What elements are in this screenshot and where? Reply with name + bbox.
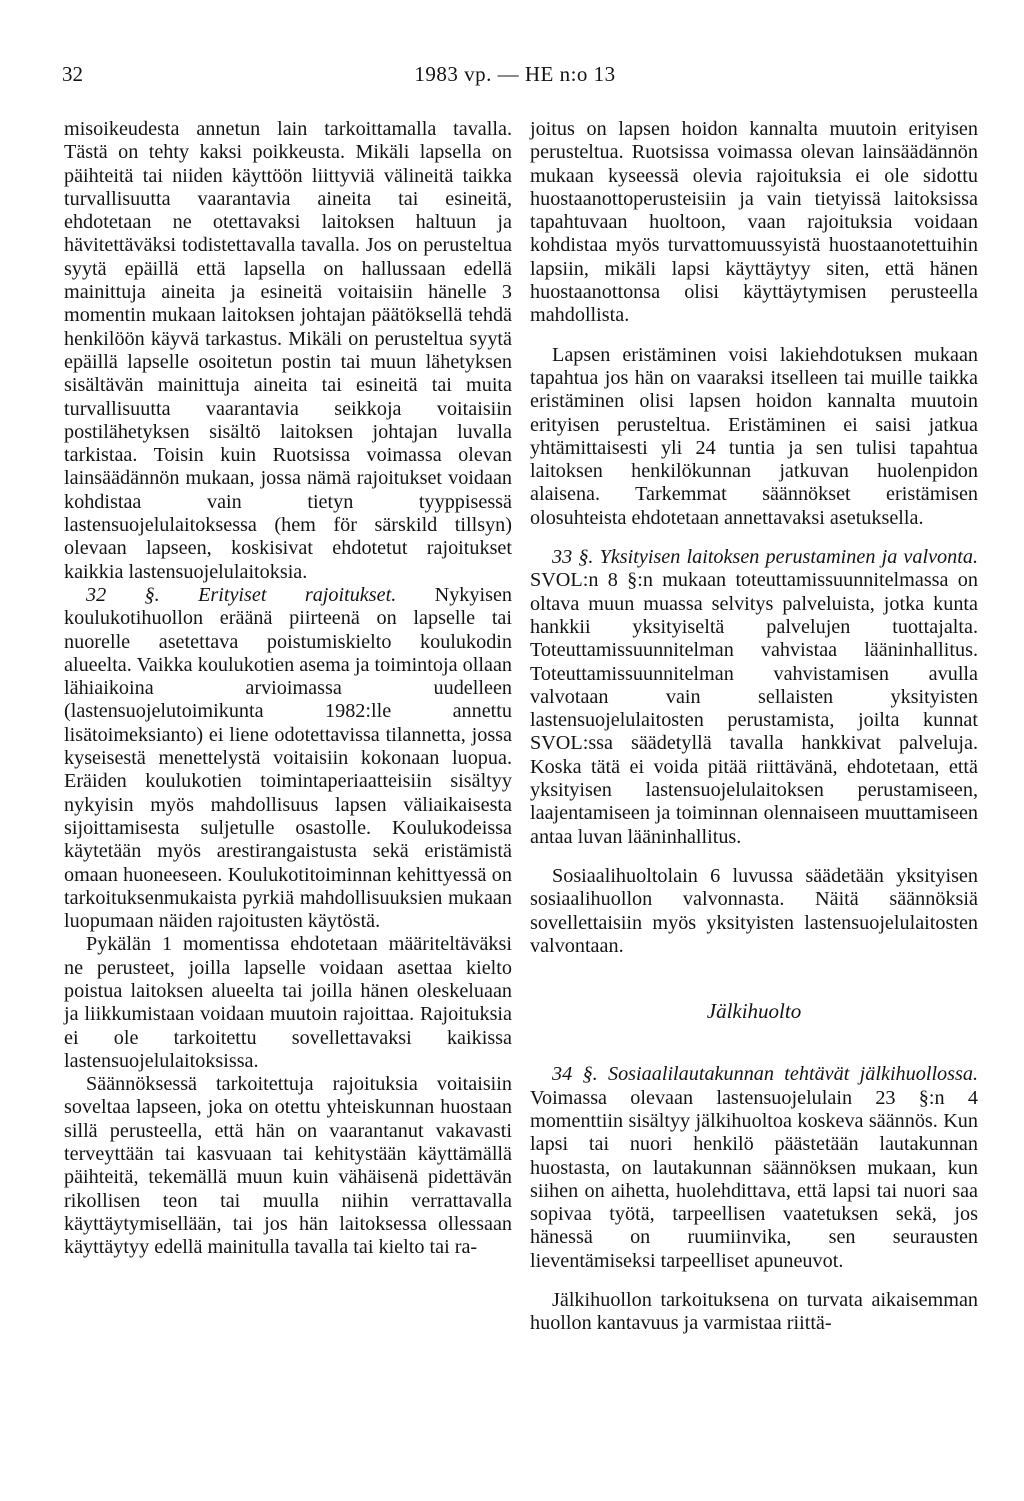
paragraph: misoikeudesta annetun lain tarkoittamalla tavalla. Tästä on tehty kaksi poikkeusta. Mikäli lapsella on päihteitä tai niiden käyttöön liittyviä välineitä taikka turvallisuutta vaarantavia aineita tai esineitä, ehdotetaan ne otettavaksi laitoksen haltuun ja hävitettäväksi todistettavalla tavalla. Jos on perusteltua syytä epäillä että lapsella on hallussaan edellä mainittuja aineita ja esineitä voitaisiin hänelle 3 momentin mukaan laitoksen johtajan päätöksellä tehdä henkilöön käyvä tarkastus. Mikäli on perusteltua syytä epäillä lapselle osoitetun postin tai muun lähetyksen sisältävän mainittuja aineita tai esineitä tai muita turvallisuutta vaarantavia seikkoja voitaisiin postilähetyksen sisältö laitoksen johtajan luvalla tarkistaa. Toisin kuin Ruotsissa voimassa olevan lainsäädännön mukaan, jossa nämä rajoitukset voidaan kohdistaa vain tietyn tyyppisessä lastensuojelulaitoksessa (hem för särskild tillsyn) olevaan lapseen, koskisivat ehdotetut rajoitukset kaikkia lastensuojelulaitoksia. bbox=[64, 118, 512, 583]
document-title: 1983 vp. — HE n:o 13 bbox=[414, 62, 616, 86]
paragraph: Lapsen eristäminen voisi lakiehdotuksen mukaan tapahtua jos hän on vaaraksi itselleen tai muille taikka eristäminen olisi lapsen hoidon kannalta muutoin erityisen perusteltua. Eristäminen ei saisi jatkua yhtämittaisesti yli 24 tuntia ja sen tulisi tapahtua laitoksen henkilökunnan jatkuvan huolenpidon alaisena. Tarkemmat säännökset eristämisen olosuhteista ehdotetaan annettavaksi asetuksella. bbox=[530, 343, 978, 529]
paragraph: joitus on lapsen hoidon kannalta muutoin erityisen perusteltua. Ruotsissa voimassa olevan lainsäädännön mukaan kyseessä olevia rajoituksia ei ole sidottu huostaanottoperusteisiin ja vain tietyissä laitoksissa tapahtuvaan huoltoon, vaan rajoituksia voidaan kohdistaa myös turvattomuussyistä huostaanotettuihin lapsiin, mikäli lapsi käyttäytyy siten, että hänen huostaanottonsa olisi käyttäytymisen perusteella mahdollista. bbox=[530, 118, 978, 327]
section-heading: 34 §. Sosiaalilautakunnan tehtävät jälkihuollossa. bbox=[552, 1063, 978, 1086]
page-header bbox=[62, 62, 968, 92]
paragraph: Jälkihuollon tarkoituksena on turvata aikaisemman huollon kantavuus ja varmistaa riittä- bbox=[530, 1289, 978, 1335]
paragraph-text: Voimassa olevaan lastensuojelulain 23 §:n 4 momenttiin sisältyy jälkihuoltoa koskeva säännös. Kun lapsi tai nuori henkilö päästetään lautakunnan huostasta, on lautakunnan säännöksen mukaan, kun siihen on aihetta, huolehdittava, että lapsi tai nuori saa sopivaa työtä, tarpeellisen vaatetuksen sekä, jos hänessä on ruumiinvika, sen seurausten lieventämiseksi tarpeelliset apuneuvot. bbox=[530, 1086, 978, 1272]
section-heading: 32 §. Erityiset rajoitukset. bbox=[86, 583, 397, 606]
right-column bbox=[530, 118, 978, 1336]
paragraph: Säännöksessä tarkoitettuja rajoituksia voitaisiin soveltaa lapseen, joka on otettu yhteiskunnan huostaan sillä perusteella, että hän on vaarantanut vakavasti terveyttään tai kasvuaan tai kehitystään käyttämällä päihteitä, tekemällä muun kuin vähäisenä pidettävän rikollisen teon tai muulla niihin verrattavalla käyttäytymisellään, tai jos hän laitoksessa ollessaan käyttäytyy edellä mainitulla tavalla tai kielto tai ra- bbox=[64, 1073, 512, 1259]
paragraph-section-32 bbox=[64, 584, 512, 933]
paragraph: Pykälän 1 momentissa ehdotetaan määriteltäväksi ne perusteet, joilla lapselle voidaan asettaa kielto poistua laitoksen alueelta tai joilla hänen oleskeluaan ja liikkumistaan voidaan muutoin rajoittaa. Rajoituksia ei ole tarkoitettu sovellettavaksi kaikissa lastensuojelulaitoksissa. bbox=[64, 933, 512, 1072]
paragraph-text: SVOL:n 8 §:n mukaan toteuttamissuunnitelmassa on oltava muun muassa selvitys palveluista, jotka kunta hankkii yksityiseltä palvelujen tuottajalta. Toteuttamissuunnitelman vahvistaa lääninhallitus. Toteuttamissuunnitelman vahvistamisen avulla valvotaan vain sellaisten yksityisten lastensuojelulaitosten perustamista, joilta kunnat SVOL:ssa säädetyllä tavalla hankkivat palveluja. Koska tätä ei voida pitää riittävänä, ehdotetaan, että yksityisen lastensuojelulaitoksen perustamiseen, laajentamiseen ja toiminnan olennaiseen muuttamiseen antaa luvan lääninhallitus. bbox=[530, 569, 978, 848]
section-title-jalkihuolto: Jälkihuolto bbox=[706, 999, 802, 1024]
paragraph-section-33 bbox=[530, 546, 978, 849]
left-column bbox=[64, 118, 512, 1260]
paragraph-text: Nykyisen koulukotihuollon eräänä piirteenä on lapselle tai nuorelle asetettava poistumiskielto koulukodin alueelta. Vaikka koulukotien asema ja toimintoja ollaan lähiaikoina arvioimassa uudelleen (lastensuojelutoimikunta 1982:lle annettu lisätoimeksianto) ei liene odotettavissa tilannetta, jossa kyseisestä menettelystä voitaisiin kokonaan luopua. Eräiden koulukotien toimintaperiaatteisiin sisältyy nykyisin myös mahdollisuus lapsen väliaikaisesta sijoittamisesta suljetulle osastolle. Koulukodeissa käytetään myös arestirangaistusta sekä eristämistä omaan huoneeseen. Koulukotitoiminnan kehittyessä on tarkoituksenmukaista pyrkiä mahdollisuuksien mukaan luopumaan näiden rajoitusten käytöstä. bbox=[64, 583, 512, 933]
section-heading: 33 §. Yksityisen laitoksen perustaminen ja valvonta. bbox=[552, 546, 978, 569]
paragraph: Sosiaalihuoltolain 6 luvussa säädetään yksityisen sosiaalihuollon valvonnasta. Näitä säännöksiä sovellettaisiin myös yksityisten lastensuojelulaitosten valvontaan. bbox=[530, 864, 978, 957]
page-number: 32 bbox=[62, 62, 83, 86]
paragraph-section-34 bbox=[530, 1063, 978, 1273]
